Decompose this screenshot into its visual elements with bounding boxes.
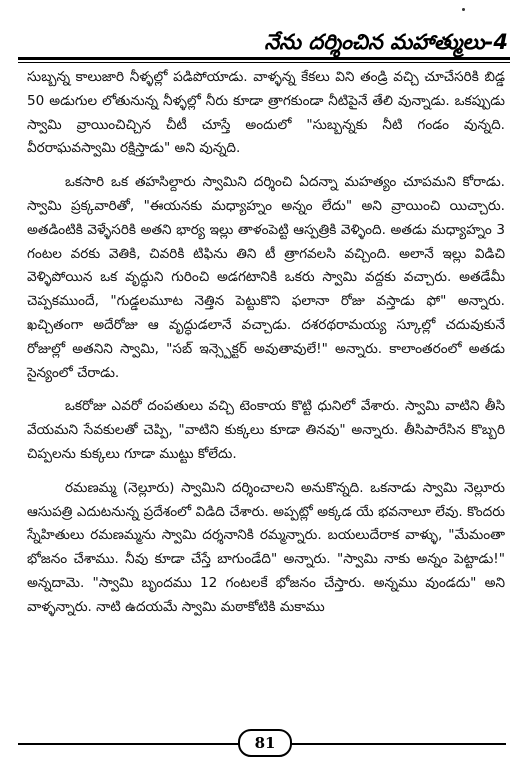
speck xyxy=(462,8,465,11)
paragraph-2: ఒకసారి ఒక తహసిల్దారు స్వామిని దర్శించి ఏదన్నా మహత్యం చూపమని కోరాడు. స్వామి ప్రక్కవారితో, "ఈయనకు మధ్యాహ్నం అన్నం లేదు" అని వ్రాయించి యిచ్చారు. అతడింటికి వెళ్ళేసరికి అతని భార్య ఇల్లు తాళంపెట్టి ఆస్పత్రికి వెళ్ళింది. అతడు మధ్యాహ్నం 3 గంటల వరకు వెతికి, చివరికి టిఫిను తిని టీ త్రాగవలసి వచ్చింది. అలానే ఇల్లు విడిచి వెళ్ళిపోయిన ఒక వృద్ధుని గురించి అడగటానికి ఒకరు స్వామి వద్దకు వచ్చారు. అతడేమీ చెప్పకముందే, "గుడ్డలమూట నెత్తిన పెట్టుకొని ఫలానా రోజు వస్తాడు ఫో" అన్నారు. ఖచ్చితంగా అదేరోజు ఆ వృద్ధుడలానే వచ్చాడు. దశరథరామయ్య స్కూల్లో చదువుకునే రోజుల్లో అతనిని స్వామి, "సబ్ ఇన్స్పెక్టర్ అవుతావులే!" అన్నారు. కాలాంతరంలో అతడు సైన్యంలో చేరాడు. xyxy=(27,174,505,381)
page-header xyxy=(18,28,510,60)
body-text xyxy=(27,66,505,630)
running-title: నేను దర్శించిన మహాత్ములు-4 xyxy=(264,30,508,54)
header-rule xyxy=(18,57,510,60)
paragraph-1: సుబ్బన్న కాలుజారి నీళ్ళల్లో పడిపోయాడు. వాళ్ళన్న కేకలు విని తండ్రి వచ్చి చూచేసరికి బిడ్డ 50 అడుగుల లోతునున్న నీళ్ళల్లో నీరు కూడా త్రాగకుండా నీటిపైనే తేలి వున్నాడు. ఒకప్పుడు స్వామి వ్రాయించిచ్చిన చీటీ చూస్తే అందులో "సుబ్బన్నకు నీటి గండం వున్నది. వీరరాఘవస్వామి రక్షిస్తాడు" అని వున్నది. xyxy=(27,69,505,157)
header-rule-thin xyxy=(18,62,510,63)
paragraph-4: రమణమ్మ (నెల్లూరు) స్వామిని దర్శించాలని అనుకొన్నది. ఒకనాడు స్వామి నెల్లూరు ఆసుపత్రి ఎదుటనున్న ప్రదేశంలో విడిది చేశారు. అప్పట్లో అక్కడ యే భవనాలూ లేవు. కొందరు స్నేహితులు రమణమ్మను స్వామి దర్శనానికి రమ్మన్నారు. బయలుదేరాక వాళ్ళు, "మేమంతా భోజనం చేశాము. నీవు కూడా చేస్తే బాగుండేది" అన్నారు. "స్వామి నాకు అన్నం పెట్టాడు!" అన్నదామె. "స్వామి బృందము 12 గంటలకే భోజనం చేస్తారు. అన్నము వుండదు" అని వాళ్ళన్నారు. నాటి ఉదయమే స్వామి మఠాకోటికి మకాము xyxy=(27,479,505,615)
page-number: 81 xyxy=(238,729,292,757)
paragraph-3: ఒకరోజు ఎవరో దంపతులు వచ్చి టెంకాయ కొట్టి ధునిలో వేశారు. స్వామి వాటిని తీసి వేయమని సేవకులతో చెప్పి, "వాటిని కుక్కలు కూడా తినవు" అన్నారు. తీసిపారేసిన కొబ్బరి చిప్పలను కుక్కలు గూడా ముట్టు కోలేదు. xyxy=(27,398,505,462)
